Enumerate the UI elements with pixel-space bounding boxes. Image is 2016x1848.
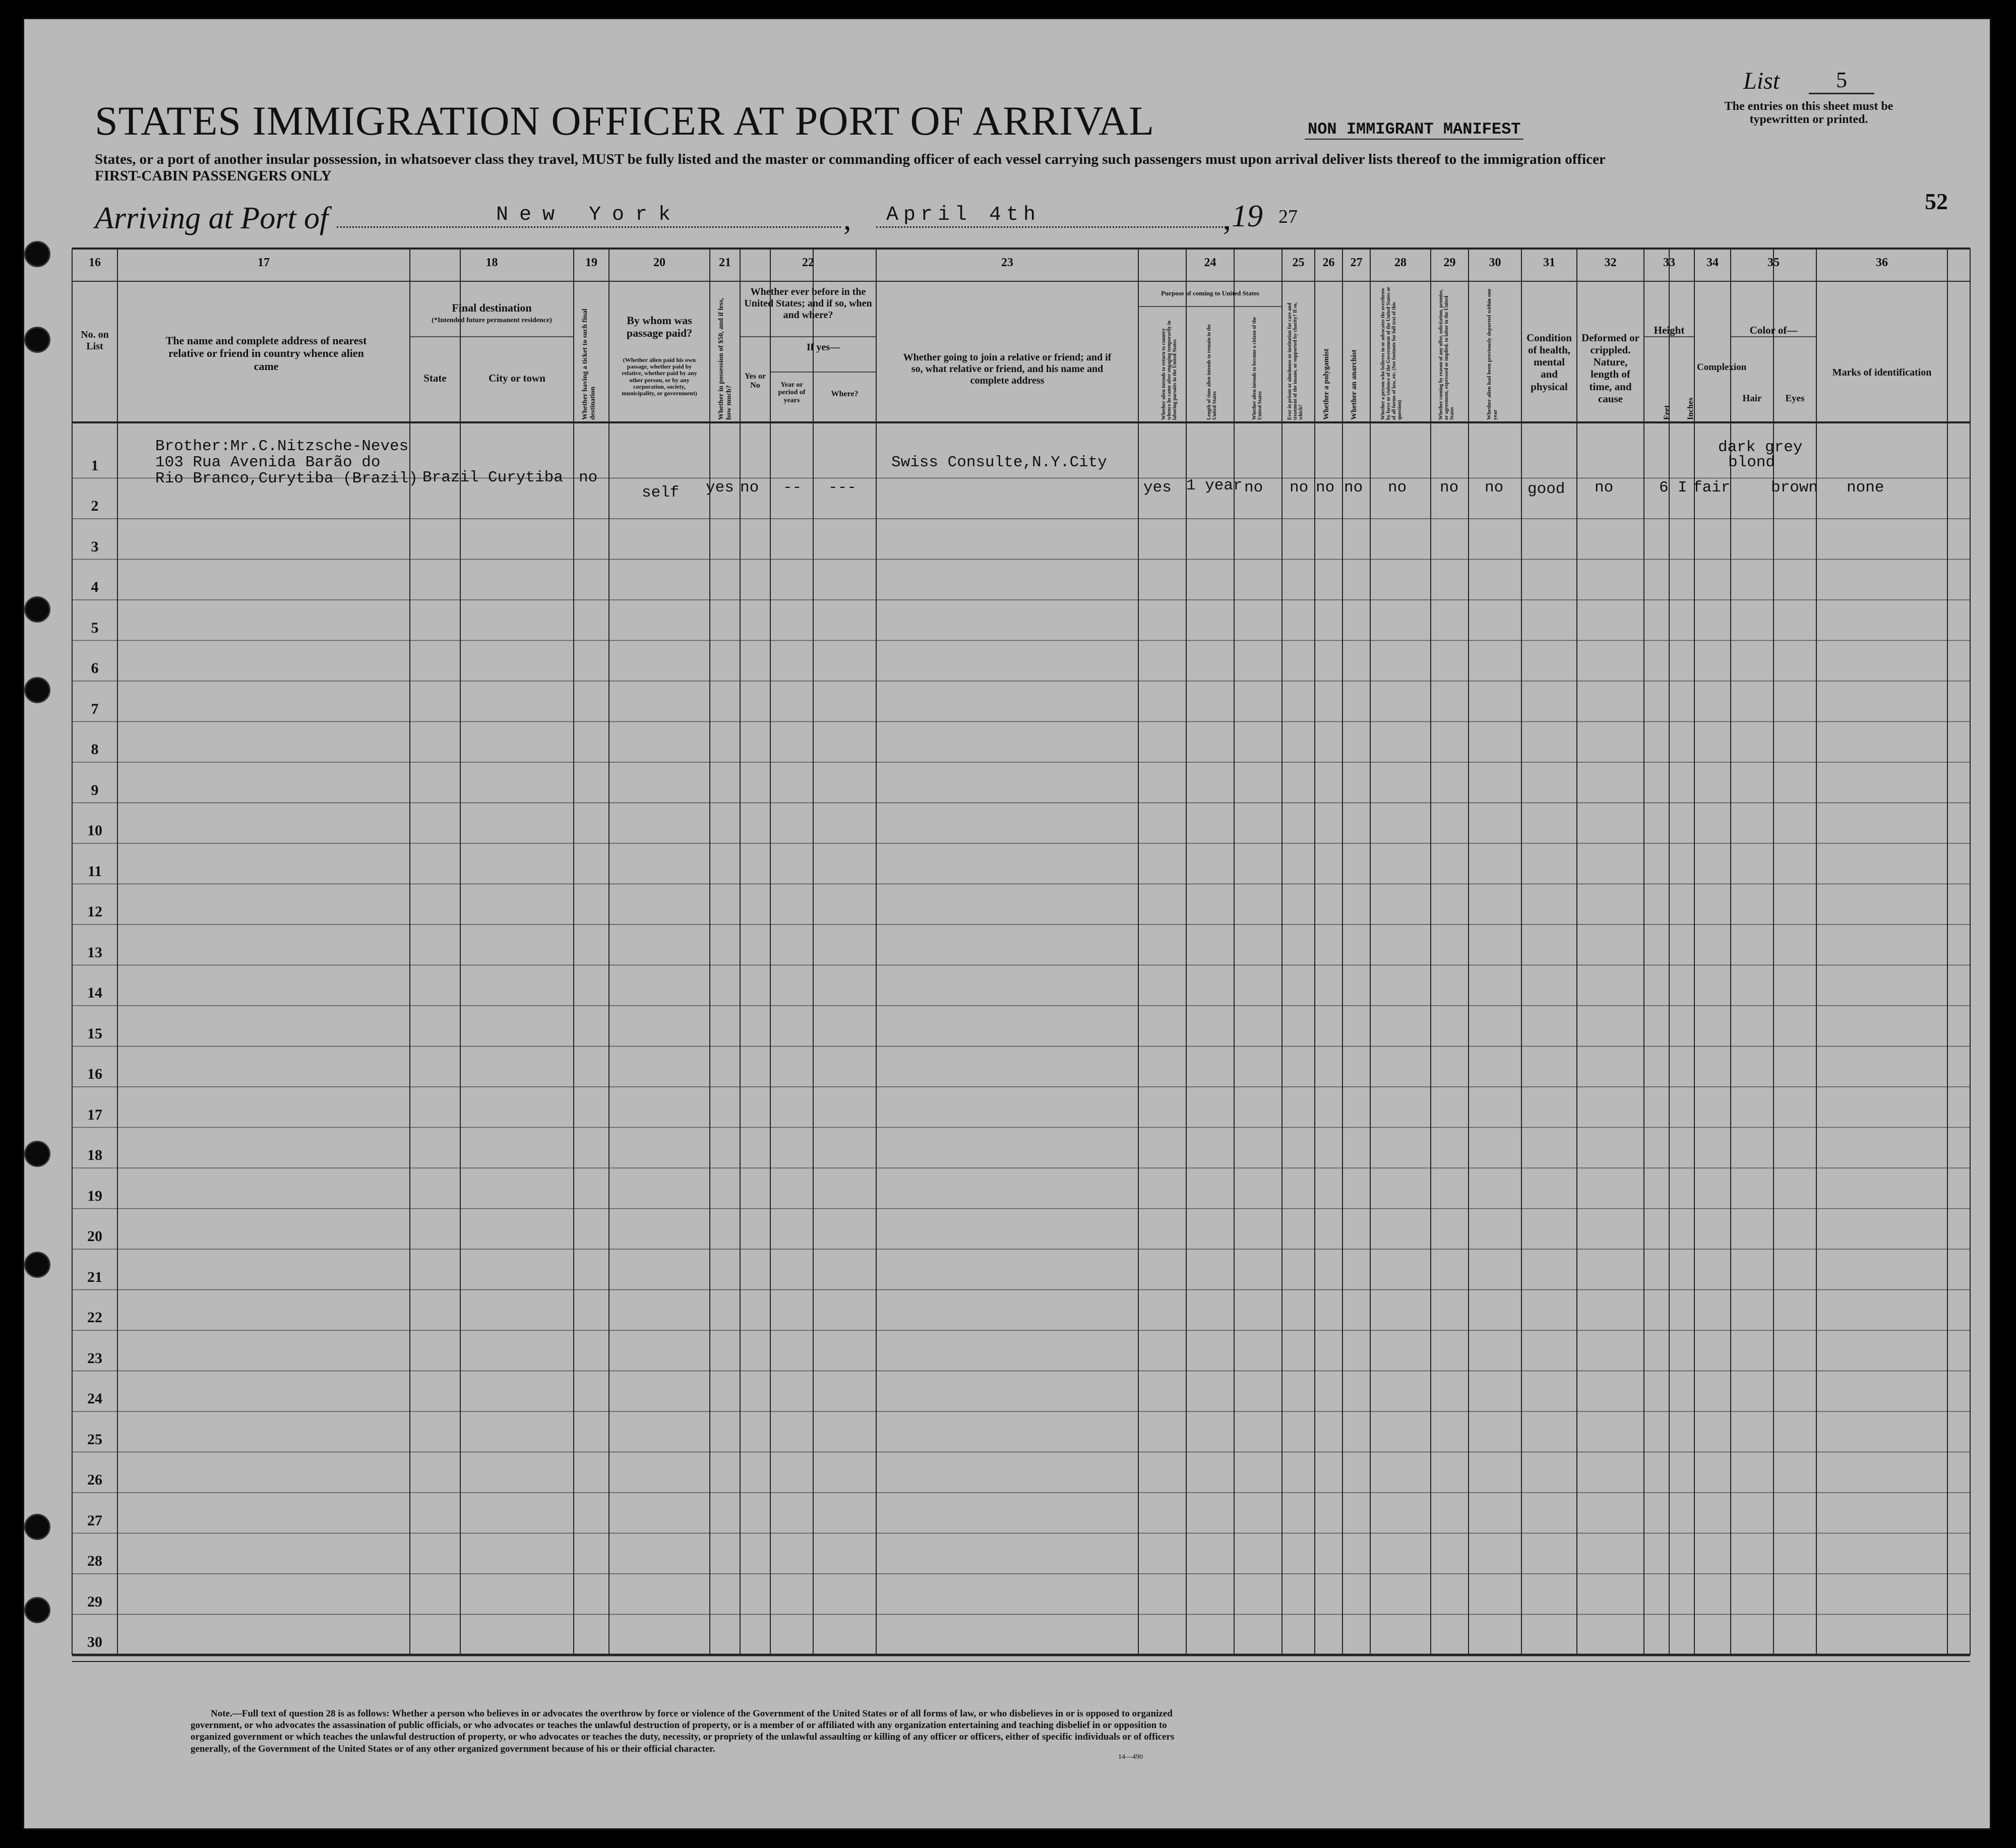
entry-polygamist: no [1316, 479, 1335, 497]
col-num-26: 26 [1322, 256, 1335, 269]
relative-line3: Rio Branco,Curytiba (Brazil) [155, 470, 418, 487]
header-deported: Whether alien had been previously deported within one year [1486, 288, 1499, 420]
col-num-20: 20 [653, 256, 665, 269]
col-num-19: 19 [585, 256, 597, 269]
header-before-us: Whether ever before in the United States; and if so, when and where? [744, 286, 872, 321]
row-number: 27 [87, 1512, 102, 1529]
header-no-on-list: No. on List [81, 329, 109, 352]
row-number: 6 [91, 660, 99, 676]
entry-eyes: brown [1771, 479, 1818, 497]
col-num-16: 16 [89, 256, 101, 269]
entry-inches: I [1678, 479, 1687, 497]
entry-length-stay: 1 year [1186, 477, 1243, 495]
col-num-27: 27 [1350, 256, 1363, 269]
footnote: Note.—Full text of question 28 is as follows: Whether a person who believes in or advocates the overthrow by force or violence of the Government of the United States or of all forms of law, or who disbelieves in or is opposed to organized government, or who advocates the assassination of public officials, or who advocates or teaches the unlawful destruction of property, or is a member of or affiliated with any organization entertaining and teaching disbelief in or opposition to organized government or which teaches the unlawful destruction of property, or who advocates or teaches the duty, necessity, or propriety of the unlawful assaulting or killing of any officer or officers, either of specific individuals or of officers generally, of the Government of the United States or of any other organized government because of his or their official character. [191, 1708, 1175, 1754]
header-if-yes: If yes— [806, 342, 840, 353]
header-anarchist: Whether an anarchist [1350, 349, 1358, 420]
comma-separator: , [1223, 202, 1231, 236]
header-ticket: Whether having a ticket to such final destination [581, 309, 597, 420]
header-polygamist: Whether a polygamist [1322, 348, 1330, 420]
port-field: New York [337, 204, 841, 228]
col-num-18: 18 [485, 256, 498, 269]
year-prefix: 19 [1232, 199, 1263, 233]
row-number: 18 [87, 1147, 102, 1163]
row-number: 24 [87, 1390, 102, 1407]
col-num-23: 23 [1001, 256, 1013, 269]
header-overthrow: Whether a person who believes in or advocates the overthrow by force or violence of the Government of the United States or of all forms of law, etc. (See footnote for full text of this question) [1380, 286, 1402, 420]
entry-joining: Swiss Consulte,N.Y.City [891, 454, 1107, 471]
header-deformed: Deformed or crippled. Nature, length of time, and cause [1581, 332, 1639, 405]
header-labor-offer: Whether coming by reason of any offer, solicitation, promise, or agreement, expressed or implied, to labor in the United States [1438, 289, 1455, 420]
row-number: 21 [87, 1268, 102, 1285]
row-number: 13 [87, 944, 102, 961]
entry-year-period: -- [783, 479, 802, 497]
entry-citizen-intent: no [1244, 479, 1263, 497]
entry-labor-offer: no [1440, 479, 1459, 497]
row-number: 9 [91, 781, 99, 798]
col-num-36: 36 [1876, 256, 1888, 269]
header-purpose: Purpose of coming to United States [1161, 289, 1259, 297]
row-number: 14 [87, 984, 102, 1001]
col-num-31: 31 [1543, 256, 1555, 269]
entry-marks: none [1847, 479, 1884, 497]
col-num-17: 17 [258, 256, 270, 269]
header-color-of: Color of— [1749, 324, 1798, 336]
form-code: 14—490 [1118, 1753, 1143, 1761]
entry-state: Brazil [422, 469, 479, 486]
header-hair: Hair [1742, 393, 1762, 404]
subtext-line2: FIRST-CABIN PASSENGERS ONLY [95, 168, 332, 184]
arriving-label: Arriving at Port of [95, 201, 329, 235]
header-yes-no: Yes or No [744, 372, 766, 390]
entry-deported: no [1485, 479, 1504, 497]
list-label: List [1743, 68, 1780, 94]
col-num-32: 32 [1604, 256, 1617, 269]
entry-return-intent: yes [1143, 479, 1172, 497]
row-number: 11 [87, 863, 102, 880]
manifest-sheet [23, 18, 1991, 1830]
entry-hair-line1: dark grey [1718, 439, 1803, 456]
manifest-type: NON IMMIGRANT MANIFEST [1305, 120, 1523, 140]
entry-city: Curytiba [488, 469, 563, 486]
header-passage-paid-sub: (Whether alien paid his own passage, whether paid by relative, whether paid by any other person, or by any corporation, society, municipality, or government) [622, 356, 697, 397]
row-number: 29 [87, 1593, 102, 1610]
header-inches: Inches [1686, 397, 1695, 420]
header-purpose-length: Length of time alien intends to remain in the United States [1206, 324, 1217, 420]
row-number: 3 [91, 538, 99, 555]
row-number: 23 [87, 1349, 102, 1367]
page-title: STATES IMMIGRATION OFFICER AT PORT OF ARRIVAL [95, 98, 1155, 144]
header-marks: Marks of identification [1832, 367, 1932, 378]
entry-complexion: fair [1693, 479, 1731, 497]
manifest-grid [24, 19, 1990, 1829]
header-state: State [423, 372, 447, 384]
header-year-period: Year or period of years [778, 381, 806, 404]
sheet-notice: The entries on this sheet must be typewritten or printed. [1724, 100, 1893, 127]
header-final-destination: Final destination [452, 301, 532, 314]
row-number: 2 [91, 498, 99, 514]
col-num-35: 35 [1767, 256, 1780, 269]
row-number: 16 [87, 1066, 102, 1082]
col-num-34: 34 [1706, 256, 1719, 269]
page-number: 52 [1925, 189, 1948, 214]
header-where: Where? [831, 390, 859, 398]
entry-ticket: no [579, 469, 598, 486]
header-money: Whether in possession of $50, and if less, how much? [717, 297, 733, 420]
col-num-22: 22 [802, 256, 814, 269]
header-prison: Ever in prison or almshouse or institution for care and treatment of the insane, or supported by charity? If so, which? [1287, 302, 1304, 420]
comma-separator: , [843, 202, 851, 236]
entry-hair-line2: blond [1728, 454, 1776, 471]
header-eyes: Eyes [1785, 393, 1805, 404]
entry-anarchist: no [1344, 479, 1363, 497]
row-number: 20 [87, 1228, 102, 1245]
col-num-24: 24 [1204, 256, 1216, 269]
entry-overthrow: no [1388, 479, 1407, 497]
header-city: City or town [488, 372, 545, 384]
header-final-destination-sub: (*Intended future permanent residence) [432, 317, 552, 324]
entry-deformed: no [1595, 479, 1614, 497]
entry-where: --- [828, 479, 857, 497]
header-feet: Feet [1663, 405, 1671, 420]
row-number: 10 [87, 822, 102, 839]
col-num-33: 33 [1663, 256, 1675, 269]
row-number: 22 [87, 1309, 102, 1326]
header-passage-paid: By whom was passage paid? [626, 314, 693, 340]
col-num-29: 29 [1443, 256, 1456, 269]
entry-prison: no [1290, 479, 1309, 497]
row-number: 7 [91, 700, 99, 717]
row-number: 30 [87, 1634, 102, 1650]
row-number: 26 [87, 1471, 102, 1488]
relative-line1: Brother:Mr.C.Nitzsche-Neves [155, 438, 409, 455]
col-num-28: 28 [1394, 256, 1407, 269]
row-number: 15 [87, 1025, 102, 1042]
row-number: 8 [91, 741, 99, 758]
row-number: 17 [87, 1106, 102, 1123]
entry-feet: 6 [1659, 479, 1669, 497]
row-number: 25 [87, 1431, 102, 1448]
entry-paid-by: self [642, 484, 680, 502]
row-number: 1 [91, 457, 99, 474]
row-number: 4 [91, 579, 99, 595]
header-relative: The name and complete address of nearest relative or friend in country whence alien came [165, 334, 367, 373]
header-health: Condition of health, mental and physical [1526, 332, 1572, 393]
row-number: 19 [87, 1187, 102, 1204]
list-number: 5 [1809, 67, 1874, 94]
col-num-25: 25 [1292, 256, 1305, 269]
header-height: Height [1654, 324, 1685, 336]
entry-money: yes [706, 479, 734, 497]
entry-health: good [1528, 480, 1565, 498]
header-joining: Whether going to join a relative or friend; and if so, what relative or friend, and his name and complete address [903, 352, 1112, 386]
subtext-line1: States, or a port of another insular possession, in whatsoever class they travel, MUST be fully listed and the master or commanding officer of each vessel carrying such passengers must upon arrival deliver lists thereof to the immigration officer [95, 151, 1606, 167]
row-number: 28 [87, 1553, 102, 1569]
year-suffix: 27 [1278, 206, 1298, 227]
col-num-30: 30 [1489, 256, 1501, 269]
header-purpose-citizen: Whether alien intends to become a citizen of the United States [1252, 317, 1263, 420]
header-complexion: Complexion [1697, 362, 1747, 373]
col-num-21: 21 [719, 256, 731, 269]
row-number: 12 [87, 903, 102, 920]
entry-before-us: no [740, 479, 759, 497]
relative-line2: 103 Rua Avenida Barão do [155, 454, 381, 471]
header-purpose-return: Whether alien intends to return to country whence he came after engaging temporarily in laboring pursuits in the United States [1161, 321, 1178, 420]
date-field: April 4th [876, 204, 1229, 228]
row-number: 5 [91, 619, 99, 636]
